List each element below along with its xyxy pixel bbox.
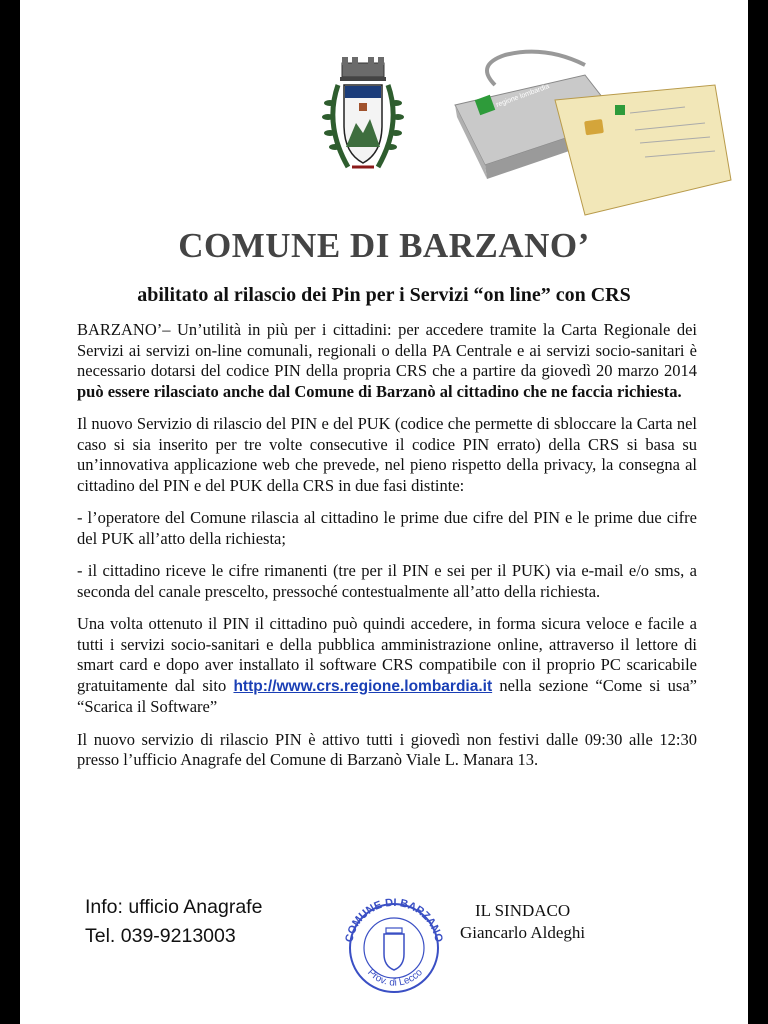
page-title: COMUNE DI BARZANO’ (178, 226, 590, 265)
smart-card-reader-image (435, 45, 735, 220)
info-phone: Tel. 039-9213003 (85, 925, 236, 947)
document-page (20, 0, 748, 1024)
page-subtitle: abilitato al rilascio dei Pin per i Servizi “on line” con CRS (137, 284, 631, 306)
coat-of-arms-logo (320, 55, 406, 181)
stamp-top-text: COMUNE DI BARZANO (343, 896, 445, 944)
paragraph-intro-text: BARZANO’– Un’utilità in più per i cittadini: per accedere tramite la Carta Regionale dei Servizi ai servizi on-line comunali, regionali o della PA Centrale e ai servizi socio-sanitari è necessario dotarsi del codice PIN della propria CRS che a partire da giovedì 20 marzo 2014 (77, 320, 697, 380)
paragraph-service: Il nuovo Servizio di rilascio del PIN e del PUK (codice che permette di sbloccare la Carta nel caso si sia inserito per tre volte consecutive il codice PIN errato) della CRS si basa su un’innovativa applicazione web che prevede, nel pieno rispetto della privacy, la consegna al cittadino del PIN e del PUK della CRS in due fasi distinte: (77, 414, 697, 495)
article-body (77, 320, 697, 783)
paragraph-intro (77, 320, 697, 402)
paragraph-intro-bold: può essere rilasciato anche dal Comune di Barzanò al cittadino che ne faccia richiesta. (77, 381, 682, 401)
paragraph-access-text: Una volta ottenuto il PIN il cittadino può quindi accedere, in forma sicura veloce e facile a tutti i servizi socio-sanitari e della pubblica amministrazione online, attraverso il lettore di smart card e dopo aver installato il software CRS compatibile con il proprio PC scaricabile gratuitamente dal sito (77, 614, 697, 695)
paragraph-hours: Il nuovo servizio di rilascio PIN è attivo tutti i giovedì non festivi dalle 09:30 alle 12:30 presso l’ufficio Anagrafe del Comune di Barzanò Viale L. Manara 13. (77, 729, 697, 769)
contact-info (85, 893, 262, 951)
stamp-bottom-text: Prov. di Lecco (365, 967, 425, 989)
mayor-signature-block (460, 900, 585, 944)
mayor-name: Giancarlo Aldeghi (460, 923, 586, 942)
paragraph-access-section: nella sezione “Come si usa” “Scarica il Software” (77, 675, 697, 716)
mayor-title: IL SINDACO (474, 901, 571, 920)
paragraph-step-1: - l’operatore del Comune rilascia al cittadino le prime due cifre del PIN e le prime due cifre del PUK all’atto della richiesta; (77, 508, 697, 548)
paragraph-access (77, 614, 697, 718)
reader-label: regione lombardia (495, 83, 551, 109)
svg-text:COMUNE DI BARZANO (343, 897, 444, 944)
crs-website-link[interactable]: http://www.crs.regione.lombardia.it (233, 677, 493, 695)
official-stamp (338, 896, 448, 996)
paragraph-step-2: - il cittadino riceve le cifre rimanenti (tre per il PIN e sei per il PUK) via e-mail e/o sms, a seconda del canale prescelto, pressoché contestualmente all’atto della richiesta. (77, 561, 697, 601)
info-office: Info: ufficio Anagrafe (85, 896, 263, 918)
